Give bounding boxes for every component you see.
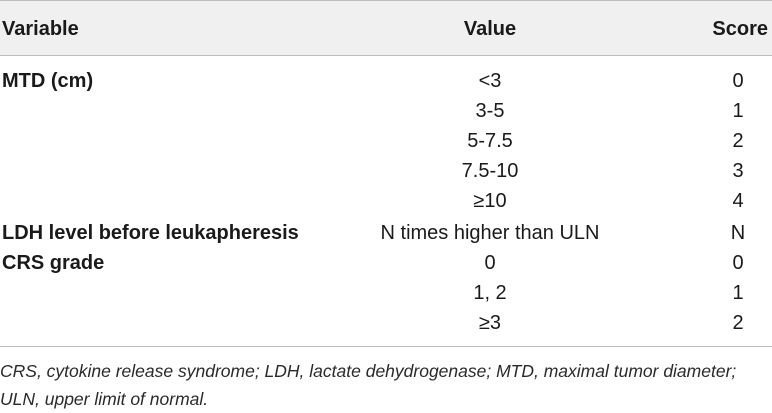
variable-cell: MTD (cm) (2, 70, 94, 92)
header-score: Score (712, 18, 768, 40)
value-cell: <3 (478, 70, 502, 92)
header-value: Value (463, 18, 517, 40)
score-cell: 4 (732, 190, 744, 212)
table-row (0, 96, 772, 126)
score-cell: 1 (732, 282, 744, 304)
score-cell: 0 (732, 70, 744, 92)
value-cell: N times higher than ULN (380, 222, 600, 244)
table-row (0, 66, 772, 96)
value-cell: 3-5 (475, 100, 505, 122)
table-row (0, 186, 772, 216)
score-cell: 2 (732, 312, 744, 334)
variable-cell: LDH level before leukapheresis (2, 222, 299, 244)
table-row (0, 218, 772, 248)
value-cell: 7.5-10 (461, 160, 519, 182)
header-variable: Variable (2, 18, 79, 40)
value-cell: 5-7.5 (467, 130, 513, 152)
table-bottom-rule (0, 346, 772, 347)
value-cell: ≥10 (473, 190, 507, 212)
table-row (0, 308, 772, 338)
value-cell: ≥3 (478, 312, 502, 334)
table-row (0, 278, 772, 308)
score-cell: 3 (732, 160, 744, 182)
score-cell: 2 (732, 130, 744, 152)
value-cell: 0 (484, 252, 496, 274)
score-cell: 0 (732, 252, 744, 274)
table-footnote: CRS, cytokine release syndrome; LDH, lactate dehydrogenase; MTD, maximal tumor diameter; ULN, upper limit of normal. (0, 361, 737, 409)
table-header (0, 0, 772, 56)
variable-cell: CRS grade (2, 252, 105, 274)
score-cell: 1 (732, 100, 744, 122)
table-row (0, 126, 772, 156)
value-cell: 1, 2 (473, 282, 507, 304)
score-cell: N (730, 222, 746, 244)
table-row (0, 156, 772, 186)
table-row (0, 248, 772, 278)
